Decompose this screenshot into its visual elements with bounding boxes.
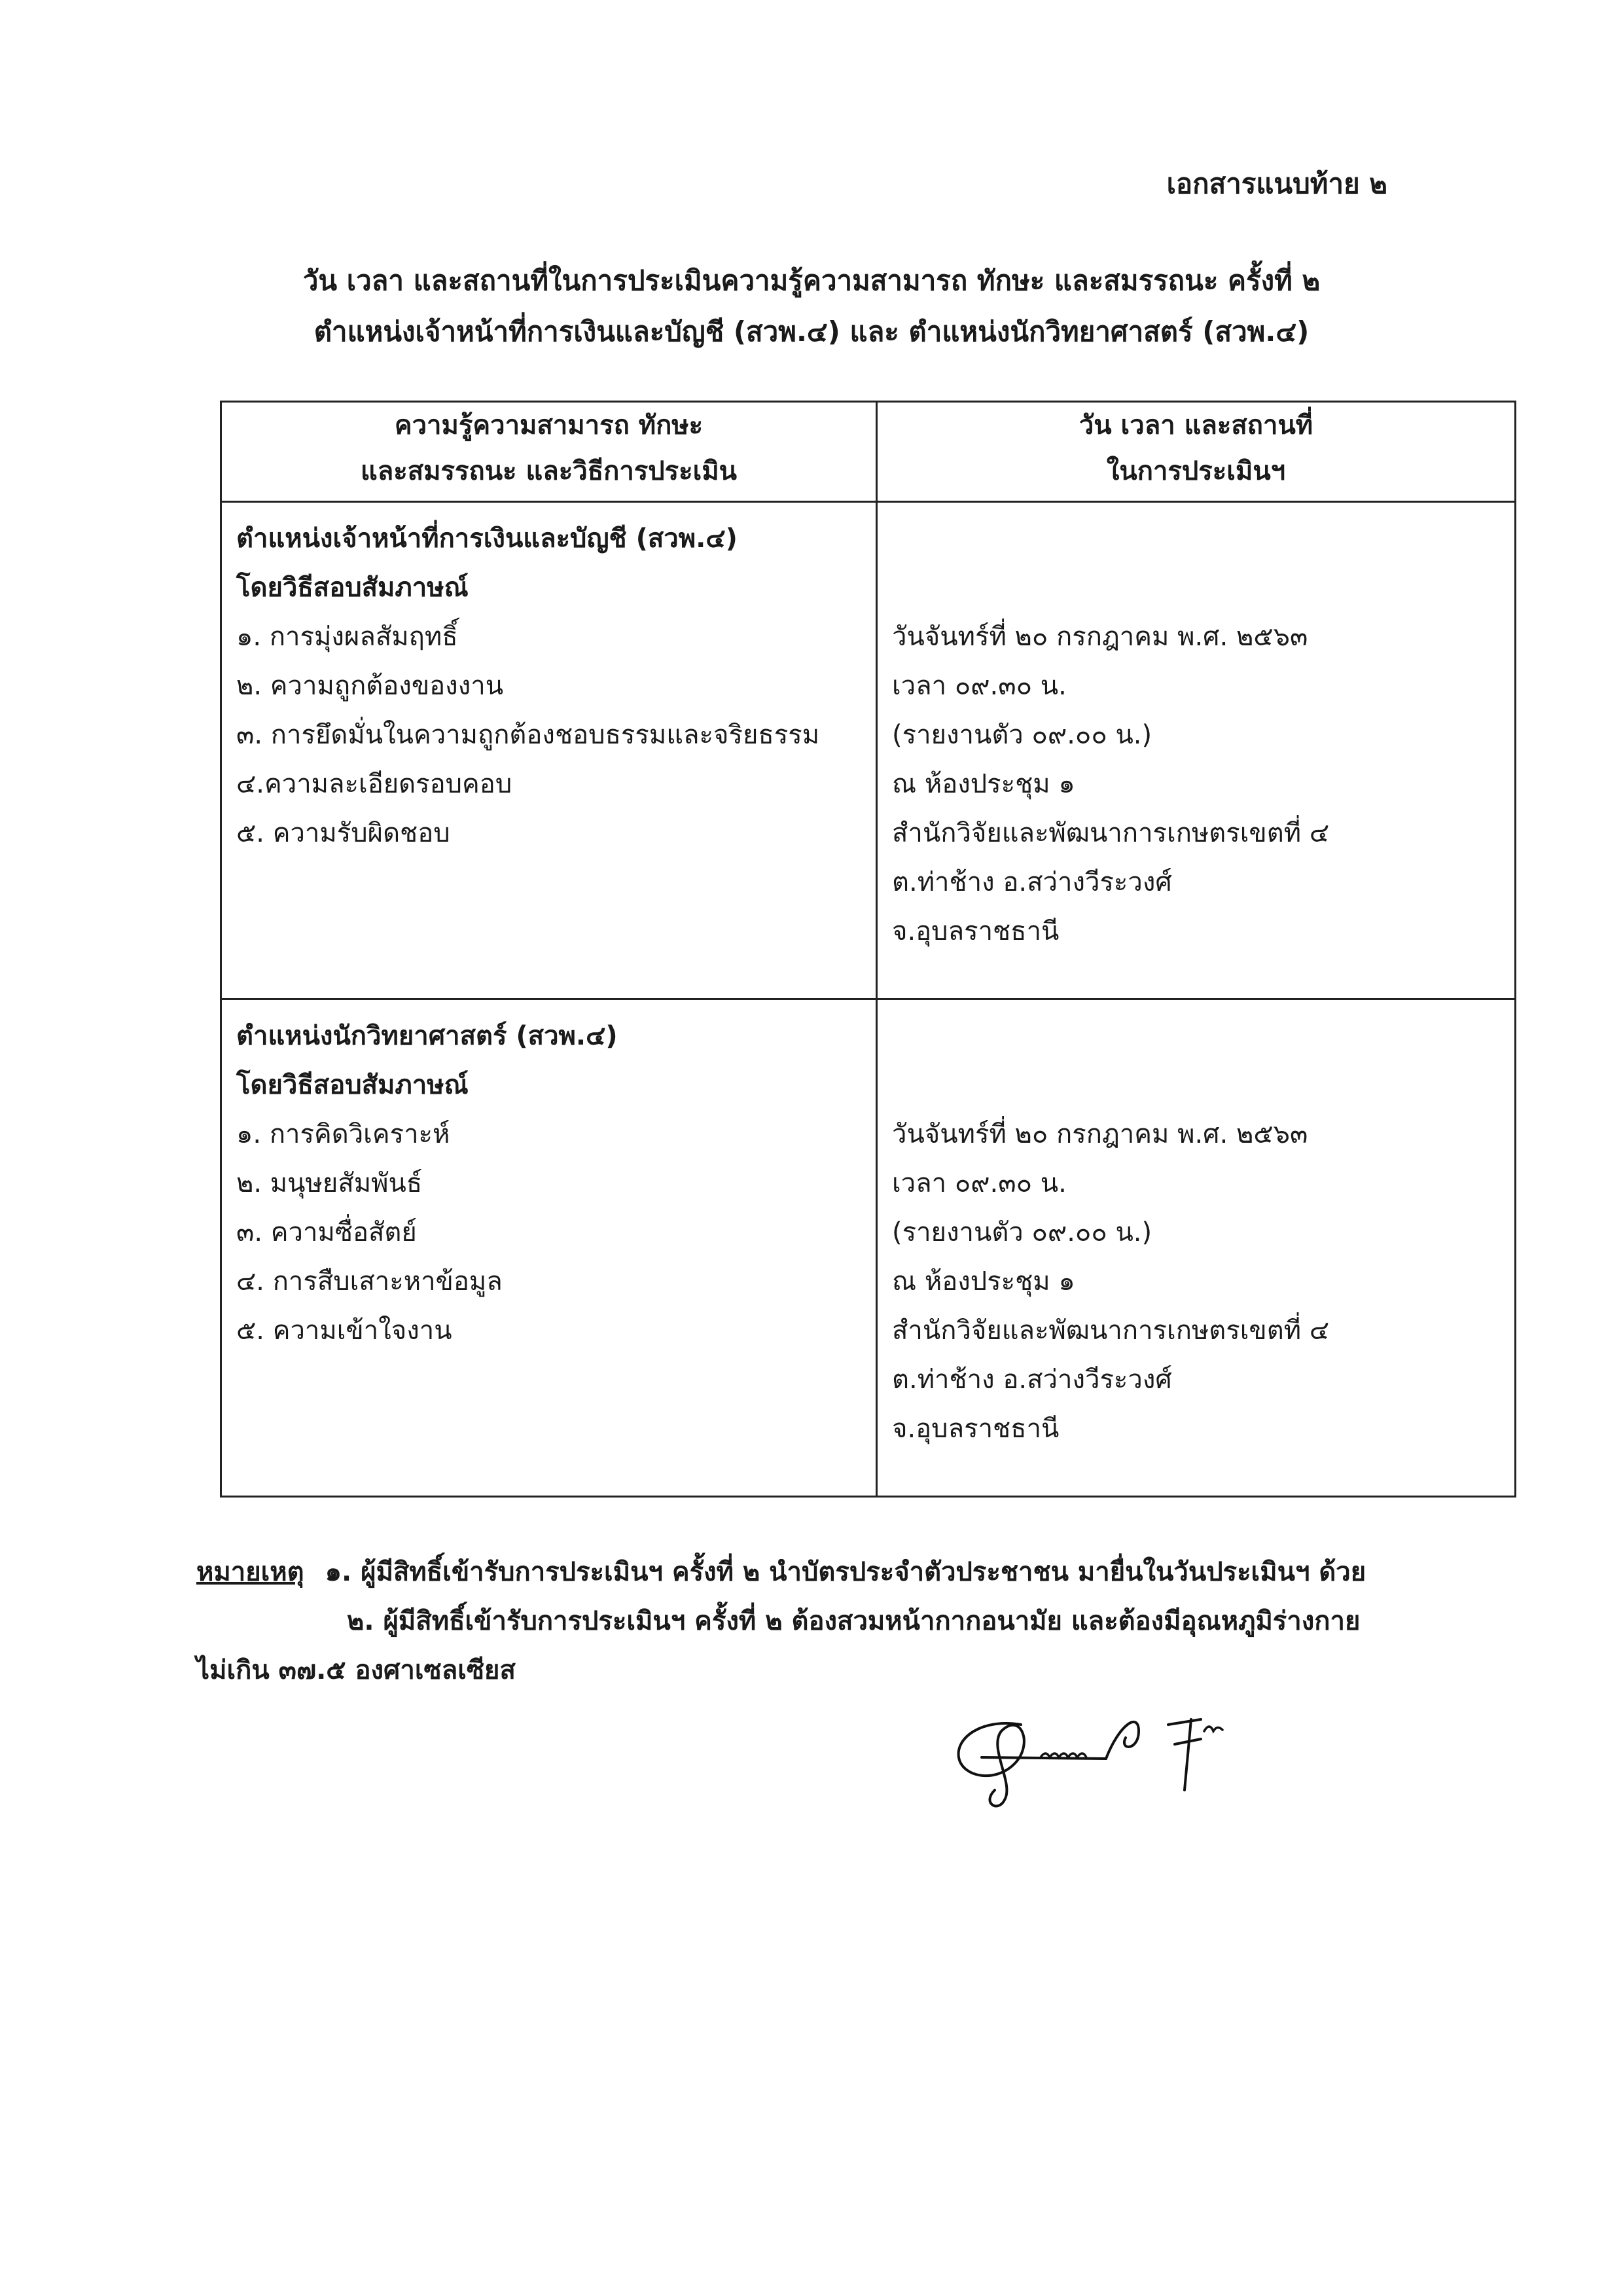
table-header-row <box>221 402 1516 502</box>
position-title: ตำแหน่งนักวิทยาศาสตร์ (สวพ.๔) <box>236 1021 618 1051</box>
schedule-date: วันจันทร์ที่ ๒๐ กรกฎาคม พ.ศ. ๒๕๖๓ <box>892 1119 1308 1149</box>
header-competency: ความรู้ความสามารถ ทักษะ และสมรรถนะ และวิธีการประเมิน <box>221 402 877 502</box>
schedule-room: ณ ห้องประชุม ๑ <box>892 769 1075 799</box>
notes-section <box>196 1548 1466 1695</box>
schedule-room: ณ ห้องประชุม ๑ <box>892 1266 1075 1297</box>
schedule-district: ต.ท่าช้าง อ.สว่างวีระวงศ์ <box>892 867 1172 897</box>
schedule-office: สำนักวิจัยและพัฒนาการเกษตรเขตที่ ๔ <box>892 1316 1330 1346</box>
schedule-time: เวลา ๐๙.๓๐ น. <box>892 671 1067 701</box>
schedule-district: ต.ท่าช้าง อ.สว่างวีระวงศ์ <box>892 1365 1172 1395</box>
assessment-method: โดยวิธีสอบสัมภาษณ์ <box>236 1070 469 1100</box>
schedule-cell <box>877 502 1516 999</box>
competency-cell <box>221 502 877 999</box>
document-heading <box>0 255 1623 357</box>
schedule-province: จ.อุบลราชธานี <box>892 916 1060 946</box>
heading-line-1: วัน เวลา และสถานที่ในการประเมินความรู้ความสามารถ ทักษะ และสมรรถนะ ครั้งที่ ๒ <box>302 264 1321 296</box>
competency-cell <box>221 999 877 1497</box>
competency-item: ๑. การมุ่งผลสัมฤทธิ์ <box>236 622 458 652</box>
competency-item: ๕. ความรับผิดชอบ <box>236 818 450 848</box>
schedule-report-time: (รายงานตัว ๐๙.๐๐ น.) <box>892 720 1152 750</box>
notes-label: หมายเหตุ <box>196 1557 304 1587</box>
note-1: ๑. ผู้มีสิทธิ์เข้ารับการประเมินฯ ครั้งที่ ๒ นำบัตรประจำตัวประชาชน มายื่นในวันประเมินฯ ด้วย <box>325 1557 1366 1587</box>
competency-item: ๓. การยึดมั่นในความถูกต้องชอบธรรมและจริยธรรม <box>236 720 820 750</box>
competency-item: ๓. ความซื่อสัตย์ <box>236 1217 417 1247</box>
competency-item: ๒. มนุษยสัมพันธ์ <box>236 1168 423 1198</box>
schedule-office: สำนักวิจัยและพัฒนาการเกษตรเขตที่ ๔ <box>892 818 1330 848</box>
handwritten-signature <box>942 1685 1309 1816</box>
schedule-time: เวลา ๐๙.๓๐ น. <box>892 1168 1067 1198</box>
competency-item: ๑. การคิดวิเคราะห์ <box>236 1119 450 1149</box>
schedule-table <box>220 401 1516 1498</box>
heading-line-2: ตำแหน่งเจ้าหน้าที่การเงินและบัญชี (สวพ.๔) และ ตำแหน่งนักวิทยาศาสตร์ (สวพ.๔) <box>313 315 1310 348</box>
competency-item: ๔. การสืบเสาะหาข้อมูล <box>236 1266 503 1297</box>
schedule-province: จ.อุบลราชธานี <box>892 1414 1060 1444</box>
schedule-cell <box>877 999 1516 1497</box>
schedule-date: วันจันทร์ที่ ๒๐ กรกฎาคม พ.ศ. ๒๕๖๓ <box>892 622 1308 652</box>
competency-item: ๕. ความเข้าใจงาน <box>236 1316 452 1346</box>
assessment-method: โดยวิธีสอบสัมภาษณ์ <box>236 573 469 603</box>
note-2-continued: ไม่เกิน ๓๗.๕ องศาเซลเซียส <box>196 1655 516 1685</box>
competency-item: ๒. ความถูกต้องของงาน <box>236 671 504 701</box>
table-row <box>221 999 1516 1497</box>
attachment-label: เอกสารแนบท้าย ๒ <box>1166 168 1387 200</box>
schedule-report-time: (รายงานตัว ๐๙.๐๐ น.) <box>892 1217 1152 1247</box>
table-row <box>221 502 1516 999</box>
competency-item: ๔.ความละเอียดรอบคอบ <box>236 769 512 799</box>
header-schedule: วัน เวลา และสถานที่ ในการประเมินฯ <box>877 402 1516 502</box>
position-title: ตำแหน่งเจ้าหน้าที่การเงินและบัญชี (สวพ.๔) <box>236 524 738 554</box>
note-2: ๒. ผู้มีสิทธิ์เข้ารับการประเมินฯ ครั้งที่ ๒ ต้องสวมหน้ากากอนามัย และต้องมีอุณหภูมิร่างกาย <box>347 1606 1361 1636</box>
